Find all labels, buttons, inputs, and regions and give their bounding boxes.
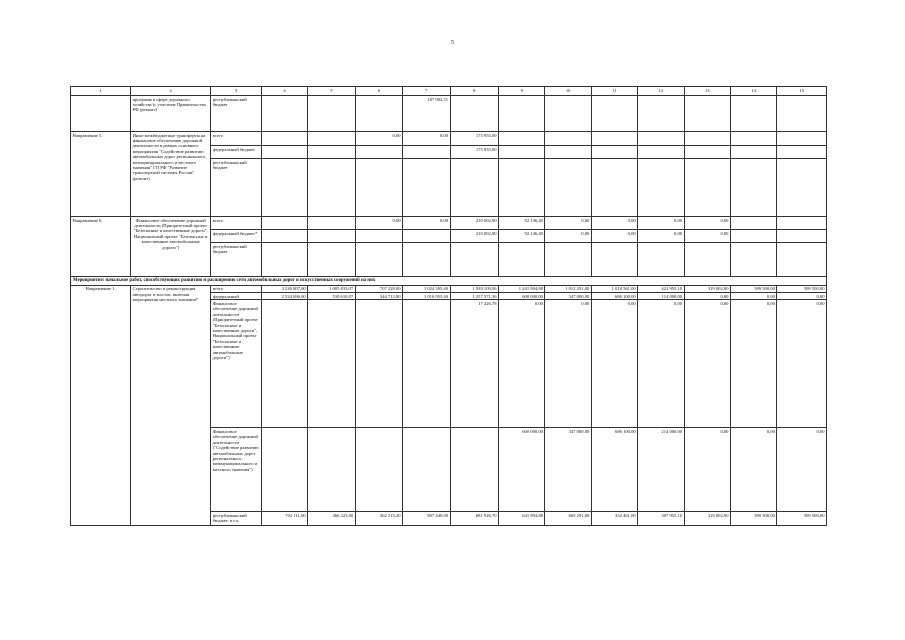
direction-text: Строительство и реконструкция автодорог и мостов, включая мероприятия местного значения* [131, 285, 211, 526]
col-header: 5 [308, 87, 355, 96]
value-cell: 0,00 [684, 428, 730, 512]
value-cell: 0,00 [684, 217, 730, 230]
value-cell: 681 926,70 [450, 512, 499, 526]
source-cell: всего [211, 132, 262, 146]
value-cell: 686 100,00 [591, 428, 637, 512]
table-row [71, 96, 827, 132]
value-cell: 0,00 [777, 300, 827, 428]
section-title: Мероприятие: начальное работ, способствующих развитию и расширению сети автомобильных дорог и искусственных сооружений на них [71, 277, 827, 286]
col-header: 4 [261, 87, 307, 96]
value-cell: 466 223,00 [308, 512, 355, 526]
value-cell: 210 002,90 [450, 217, 499, 230]
value-cell: 175 955,00 [450, 146, 499, 159]
col-header: 15 [777, 87, 827, 96]
value-cell: 0,00 [591, 217, 637, 230]
direction-label: Направление 6. [71, 217, 131, 277]
col-header: 11 [591, 87, 637, 96]
direction-text: Финансовое обеспечение дорожной деятельности (Приоритетный проект "Безопасные и качественные дороги", Национальный проект "Безопасные и качественные автомобильные дороги") [131, 217, 211, 277]
source-cell: всего [211, 217, 262, 230]
source-cell: Финансовое обеспечение дорожной деятельности (Приоритетный проект "Безопасные и качественные дороги", Национальный проект "Безопасные и качественные автомобильные дороги") [211, 300, 262, 428]
value-cell: 3 226 807,00 [261, 285, 307, 292]
value-cell: 0,00 [638, 300, 684, 428]
value-cell: 1 018 561,00 [591, 285, 637, 292]
value-cell: 1 012 291,00 [545, 285, 591, 292]
col-header: 6 [355, 87, 402, 96]
col-header: 8 [450, 87, 499, 96]
value-cell: 319 002,90 [684, 512, 730, 526]
value-cell: 600 000,00 [499, 293, 545, 300]
direction-text: Иные межбюджетные трансферты на финансовое обеспечение дорожной деятельности в рамках основного мероприятия "Содействие развитию автомобильных дорог регионального, межмуниципального и местного значения" ГП РФ "Развитие транспортной системы России" (ремонт) [131, 132, 211, 217]
value-cell: 0,00 [684, 230, 730, 243]
value-cell: 0,00 [403, 132, 450, 146]
value-cell: 319 002,90 [684, 285, 730, 292]
value-cell: 0,00 [355, 217, 402, 230]
value-cell: 702 111,00 [261, 512, 307, 526]
value-cell: 399 500,00 [730, 285, 776, 292]
value-cell: 600 000,00 [499, 428, 545, 512]
value-cell: 1 241 994,88 [499, 285, 545, 292]
value-cell: 399 500,00 [777, 512, 827, 526]
col-header: 1 [71, 87, 131, 96]
section-row [71, 277, 827, 286]
source-cell: республиканский бюджет, в т.ч. [211, 512, 262, 526]
value-cell: 17 426,78 [450, 300, 499, 428]
budget-table [70, 86, 827, 526]
value-cell: 0,00 [545, 217, 591, 230]
direction-label: Направление 5. [71, 132, 131, 217]
value-cell: 1 257 571,36 [450, 293, 499, 300]
value-cell: 0,00 [638, 230, 684, 243]
value-cell: 332 461,00 [591, 512, 637, 526]
value-cell: 1 005 833,07 [308, 285, 355, 292]
value-cell: 399 500,00 [777, 285, 827, 292]
value-cell: 214 000,00 [638, 428, 684, 512]
col-header: 14 [730, 87, 776, 96]
value-cell: 399 500,00 [730, 512, 776, 526]
value-cell: 0,00 [591, 300, 637, 428]
value-cell: 92 146,40 [499, 217, 545, 230]
table-row [71, 132, 827, 146]
value-cell: 0,00 [684, 293, 730, 300]
value-cell: 0,00 [777, 293, 827, 300]
value-cell: 0,00 [591, 230, 637, 243]
value-cell: 0,00 [730, 300, 776, 428]
col-header: 3 [211, 87, 262, 96]
col-header: 2 [131, 87, 211, 96]
header-row [71, 87, 827, 96]
value-cell: 0,00 [777, 428, 827, 512]
value-cell: 0,00 [355, 132, 402, 146]
value-cell: 2 524 696,00 [261, 293, 307, 300]
value-cell: 175 955,00 [450, 132, 499, 146]
col-header: 10 [545, 87, 591, 96]
measure-text: программ в сфере дорожного хозяйства (с участием Правительства РФ (ремонт) [131, 96, 211, 132]
col-header: 9 [499, 87, 545, 96]
value-cell: 641 994,88 [499, 512, 545, 526]
value-cell: 0,00 [730, 293, 776, 300]
value-cell: 0,00 [499, 300, 545, 428]
source-cell: всего [211, 285, 262, 292]
source-cell: Финансовое обеспечение дорожной деятельности ("Содействие развитию автомобильных дорог регионального, межмуниципального и местного значения") [211, 428, 262, 512]
value-cell: 807 440,00 [403, 512, 450, 526]
col-header: 12 [638, 87, 684, 96]
value-cell: 92 146,40 [499, 230, 545, 243]
source-cell: федеральный [211, 293, 262, 300]
source-cell: республиканский бюджет [211, 243, 262, 277]
value-cell: 686 100,00 [591, 293, 637, 300]
value-cell: 347 000,00 [545, 293, 591, 300]
value-cell: 0,00 [403, 217, 450, 230]
value-cell: 539 610,07 [308, 293, 355, 300]
col-header: 7 [403, 87, 450, 96]
value-cell: 114 000,00 [638, 293, 684, 300]
source-cell: республиканский бюджет [211, 96, 262, 132]
value-cell: 0,00 [638, 217, 684, 230]
value-cell: 344 712,80 [355, 293, 402, 300]
value-cell: 210 002,90 [450, 230, 499, 243]
value-cell: 0,00 [545, 230, 591, 243]
value-cell: 707 228,00 [355, 285, 402, 292]
page-number: 5 [451, 40, 454, 46]
value-cell: 347 000,00 [545, 428, 591, 512]
value-cell: 421 955,10 [638, 285, 684, 292]
value-cell: 1 016 955,40 [403, 293, 450, 300]
source-cell: федеральный бюджет [211, 146, 262, 159]
value-cell: 0,00 [730, 428, 776, 512]
value-cell: 187 902,51 [403, 96, 450, 132]
value-cell: 1 939 109,56 [450, 285, 499, 292]
table-row [71, 217, 827, 230]
col-header: 13 [684, 87, 730, 96]
value-cell: 0,00 [684, 300, 730, 428]
value-cell: 307 955,10 [638, 512, 684, 526]
direction-label: Направление 1. [71, 285, 131, 526]
source-cell: республиканский бюджет [211, 159, 262, 217]
value-cell: 665 291,00 [545, 512, 591, 526]
value-cell: 1 024 395,40 [403, 285, 450, 292]
table-row [71, 285, 827, 292]
source-cell: федеральный бюджет* [211, 230, 262, 243]
value-cell: 0,00 [545, 300, 591, 428]
value-cell: 362 515,20 [355, 512, 402, 526]
